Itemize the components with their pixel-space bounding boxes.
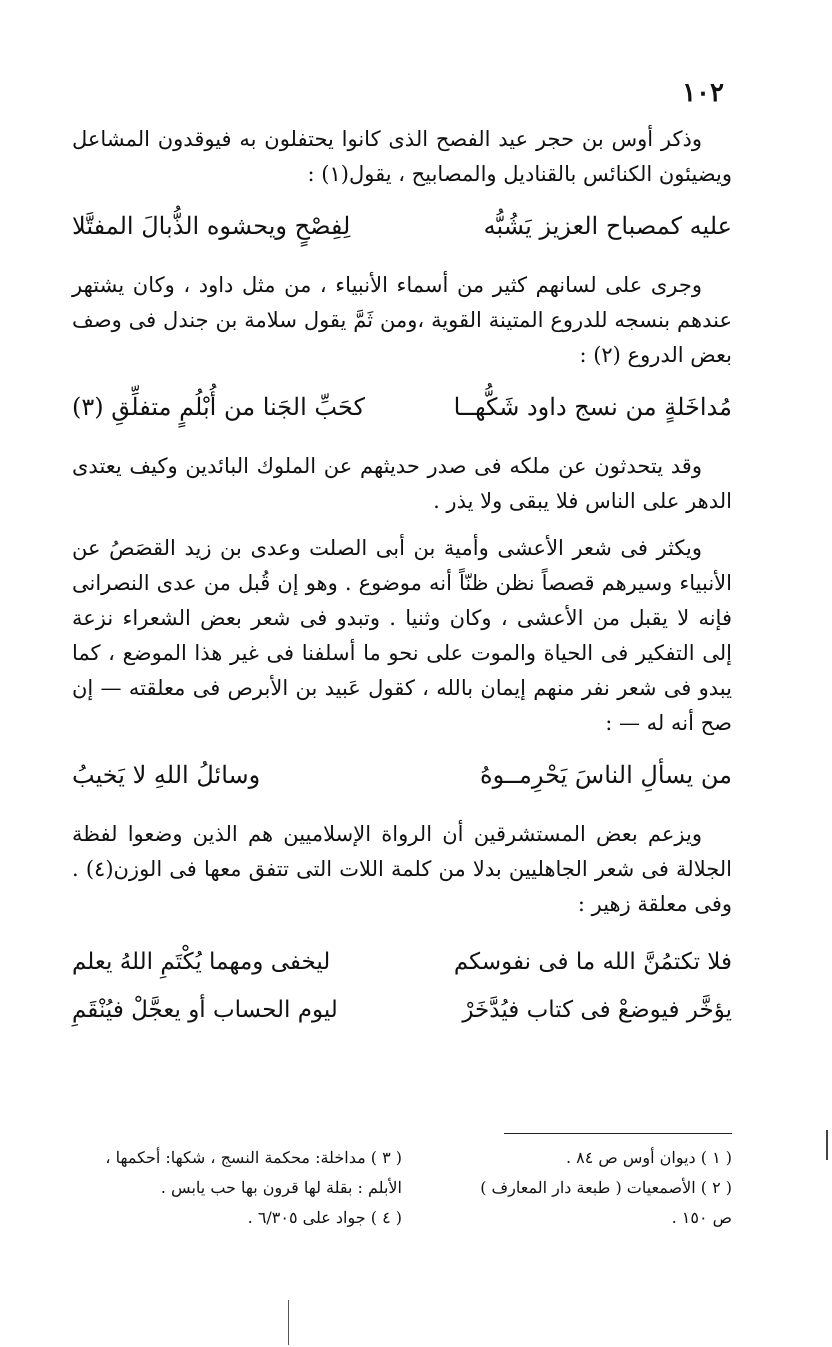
verse-1 — [72, 206, 732, 246]
verse-5 — [72, 990, 732, 1030]
footnote-2-continued: ص ١٥٠ . — [671, 1208, 732, 1227]
paragraph-2: وجرى على لسانهم كثير من أسماء الأنبياء ، من مثل داود ، وكان يشتهر عندهم بنسجه للدروع المتينة القوية ،ومن ثَمَّ يقول سلامة بن جندل فى وصف بعض الدروع (٢) : — [72, 273, 732, 367]
verse-4 — [72, 942, 732, 982]
verse-5-first-hemistich: يؤخَّر فيوضعْ فى كتاب فيُدَّخَرْ — [462, 997, 732, 1023]
verse-3-first-hemistich: من يسألِ الناسَ يَحْرِمــوهُ — [480, 761, 732, 789]
paragraph-4: ويكثر فى شعر الأعشى وأمية بن أبى الصلت وعدى بن زيد القصَصُ عن الأنبياء وسيرهم قصصاً نظن ظنّاً أنه موضوع . وهو إن قُبل من عدى النصرانى فإنه لا يقبل من الأعشى ، وكان وثنيا . وتبدو فى شعر بعض الشعراء نزعة إلى التفكير فى الحياة والموت على نحو ما أسلفنا فى غير هذا الموضع ، كما يبدو فى شعر نفر منهم إيمان بالله ، كقول عَبيد بن الأبرص فى معلقته — إن صح أنه له — : — [72, 536, 732, 735]
paragraph-1: وذكر أوس بن حجر عيد الفصح الذى كانوا يحتفلون به فيوقدون المشاعل ويضيئون الكنائس بالقناديل والمصابيح ، يقول(١) : — [72, 127, 732, 186]
footnote-divider — [504, 1133, 732, 1134]
verse-3 — [72, 755, 732, 795]
page-edge-mark — [826, 1130, 828, 1160]
verse-3-second-hemistich: وسائلُ اللهِ لا يَخيبُ — [72, 761, 261, 789]
footnotes-left-column — [72, 1143, 402, 1233]
main-text — [72, 122, 732, 1038]
footnote-3: ( ٣ ) مداخلة: محكمة النسج ، شكها: أحكمها ، — [105, 1148, 402, 1167]
verse-2 — [72, 387, 732, 427]
page-number: ١٠٢ — [682, 78, 724, 108]
scan-artifact-line — [288, 1300, 289, 1345]
verse-4-second-hemistich: ليخفى ومهما يُكْتَمِ اللهُ يعلم — [72, 949, 331, 975]
verse-4-first-hemistich: فلا تكتمُنَّ الله ما فى نفوسكم — [453, 949, 732, 975]
verse-2-second-hemistich: كحَبِّ الجَنا من أُبْلُمٍ متفلِّقِ (٣) — [72, 393, 365, 421]
paragraph-5: ويزعم بعض المستشرقين أن الرواة الإسلاميين هم الذين وضعوا لفظة الجلالة فى شعر الجاهليين بدلا من كلمة اللات التى تتفق معها فى الوزن(٤) . وفى معلقة زهير : — [72, 822, 733, 916]
verse-2-first-hemistich: مُداخَلةٍ من نسج داود شَكُّهــا — [453, 393, 732, 421]
footnote-3-continued: الأبلم : بقلة لها قرون بها حب يابس . — [160, 1178, 402, 1197]
verse-1-first-hemistich: عليه كمصباح العزيز يَشُبُّه — [483, 212, 732, 240]
verse-pair-zuhayr — [72, 942, 732, 1030]
footnotes-right-column — [402, 1143, 732, 1233]
footnotes — [72, 1143, 732, 1233]
footnote-4: ( ٤ ) جواد على ٦/٣٠٥ . — [247, 1208, 402, 1227]
footnote-2: ( ٢ ) الأصمعيات ( طبعة دار المعارف ) — [480, 1178, 732, 1197]
verse-5-second-hemistich: ليوم الحساب أو يعجَّلْ فيُنْقَمِ — [72, 997, 338, 1023]
verse-1-second-hemistich: لِفِصْحٍ ويحشوه الذُّبالَ المفتَّلا — [72, 212, 351, 240]
footnote-1: ( ١ ) ديوان أوس ص ٨٤ . — [565, 1148, 732, 1167]
paragraph-3: وقد يتحدثون عن ملكه فى صدر حديثهم عن الملوك البائدين وكيف يعتدى الدهر على الناس فلا يبقى ولا يذر . — [72, 454, 732, 513]
